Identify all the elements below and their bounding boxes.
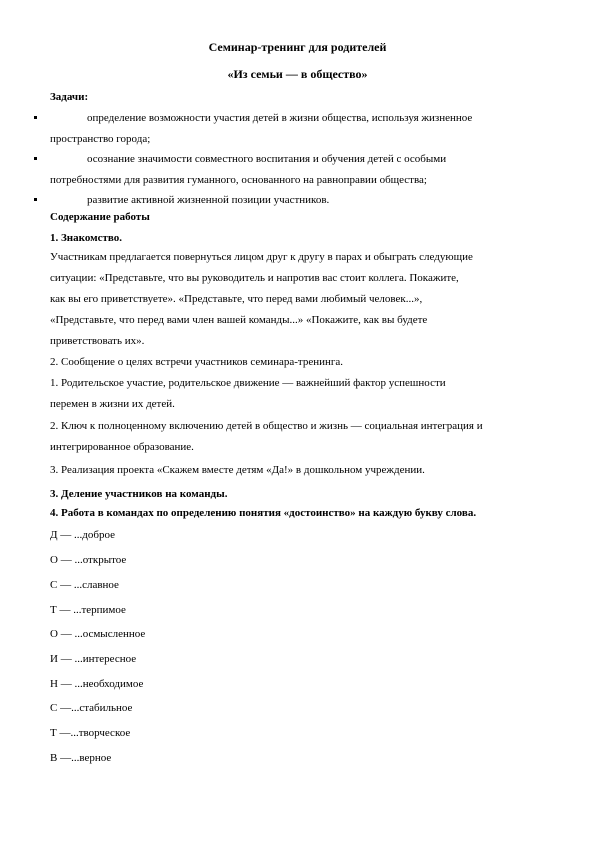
letter-item-10: В —...верное <box>50 752 112 764</box>
letter-item-3: С — ...славное <box>50 579 119 591</box>
bullet-icon <box>34 198 37 201</box>
document-subtitle: «Из семьи — в общество» <box>227 67 368 81</box>
letter-item-4: Т — ...терпимое <box>50 604 126 616</box>
task-item-3-line-1: развитие активной жизненной позиции участников. <box>87 194 330 206</box>
point-1-line-2: перемен в жизни их детей. <box>50 398 175 410</box>
section-1-line-4: «Представьте, что перед вами член вашей команды...» «Покажите, как вы будете <box>50 314 428 326</box>
section-1-line-1: Участникам предлагается повернуться лицом друг к другу в парах и обыграть следующие <box>50 251 473 263</box>
task-item-1-line-2: пространство города; <box>50 133 151 145</box>
point-2-line-2: интегрированное образование. <box>50 441 194 453</box>
section-1-line-3: как вы его приветствуете». «Представьте, что перед вами любимый человек...», <box>50 293 423 305</box>
point-3-text: 3. Реализация проекта «Скажем вместе детям «Да!» в дошкольном учреждении. <box>50 464 425 476</box>
task-item-2-line-2: потребностями для развития гуманного, основанного на равноправии общества; <box>50 174 427 186</box>
bullet-icon <box>34 157 37 160</box>
letter-item-8: С —...стабильное <box>50 702 133 714</box>
letter-item-2: О — ...открытое <box>50 554 127 566</box>
section-1-title: 1. Знакомство. <box>50 232 123 244</box>
section-3-title: 3. Деление участников на команды. <box>50 488 228 500</box>
section-4-title: 4. Работа в командах по определению понятия «достоинство» на каждую букву слова. <box>50 507 477 519</box>
task-item-2-line-1: осознание значимости совместного воспитания и обучения детей с особыми <box>87 153 447 165</box>
task-item-1-line-1: определение возможности участия детей в жизни общества, используя жизненное <box>87 112 473 124</box>
bullet-icon <box>34 116 37 119</box>
section-1-line-5: приветствовать их». <box>50 335 145 347</box>
point-2-line-1: 2. Ключ к полноценному включению детей в общество и жизнь — социальная интеграция и <box>50 420 483 432</box>
letter-item-1: Д — ...доброе <box>50 529 115 541</box>
section-2-text: 2. Сообщение о целях встречи участников семинара-тренинга. <box>50 356 344 368</box>
document-title: Семинар-тренинг для родителей <box>208 40 387 54</box>
letter-item-9: Т —...творческое <box>50 727 131 739</box>
letter-item-5: О — ...осмысленное <box>50 628 146 640</box>
point-1-line-1: 1. Родительское участие, родительское движение — важнейший фактор успешности <box>50 377 446 389</box>
letter-item-7: Н — ...необходимое <box>50 678 144 690</box>
content-heading: Содержание работы <box>50 211 150 223</box>
section-1-line-2: ситуации: «Представьте, что вы руководитель и напротив вас стоит коллега. Покажите, <box>50 272 459 284</box>
tasks-heading: Задачи: <box>50 91 89 103</box>
letter-item-6: И — ...интересное <box>50 653 137 665</box>
